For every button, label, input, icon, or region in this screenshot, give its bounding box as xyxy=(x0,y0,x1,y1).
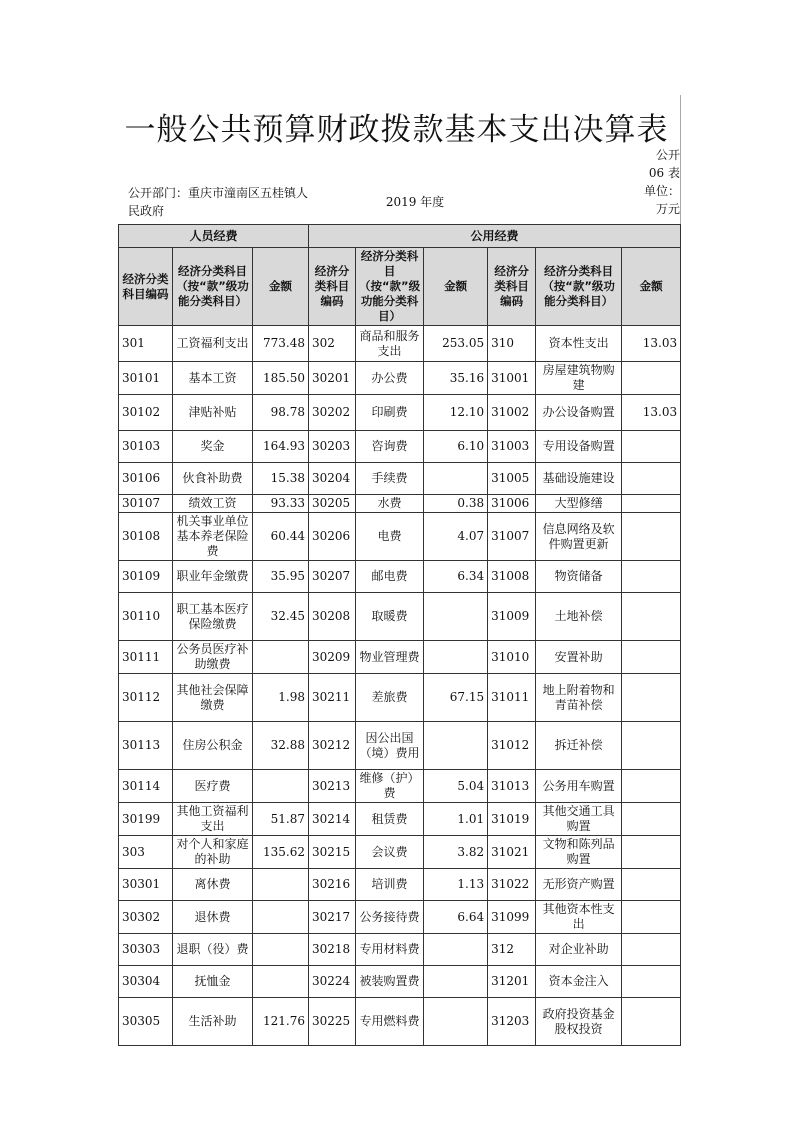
item-name: 差旅费 xyxy=(356,674,424,722)
item-amount xyxy=(622,770,681,803)
item-amount: 13.03 xyxy=(622,395,681,431)
table-row xyxy=(119,934,681,966)
item-amount: 32.88 xyxy=(253,722,309,770)
column-header-row xyxy=(119,248,681,326)
item-amount: 185.50 xyxy=(253,362,309,395)
item-name: 公务接待费 xyxy=(356,901,424,934)
item-amount xyxy=(622,674,681,722)
item-name: 工资福利支出 xyxy=(173,326,253,362)
item-name: 信息网络及软件购置更新 xyxy=(536,513,622,561)
item-code: 31022 xyxy=(488,869,536,901)
table-row xyxy=(119,495,681,513)
item-name: 拆迁补偿 xyxy=(536,722,622,770)
item-amount: 32.45 xyxy=(253,593,309,641)
item-code: 30212 xyxy=(309,722,356,770)
item-code: 30218 xyxy=(309,934,356,966)
item-amount xyxy=(424,463,488,495)
item-amount xyxy=(622,934,681,966)
item-amount: 1.01 xyxy=(424,803,488,836)
item-code: 30302 xyxy=(119,901,173,934)
item-amount: 67.15 xyxy=(424,674,488,722)
item-code: 30215 xyxy=(309,836,356,869)
item-name: 对企业补助 xyxy=(536,934,622,966)
item-amount: 164.93 xyxy=(253,431,309,463)
item-amount: 6.10 xyxy=(424,431,488,463)
item-name: 专用设备购置 xyxy=(536,431,622,463)
item-name: 房屋建筑物购建 xyxy=(536,362,622,395)
item-code: 30101 xyxy=(119,362,173,395)
item-name: 医疗费 xyxy=(173,770,253,803)
table-row xyxy=(119,561,681,593)
item-name: 取暖费 xyxy=(356,593,424,641)
item-code: 30112 xyxy=(119,674,173,722)
item-amount: 773.48 xyxy=(253,326,309,362)
item-amount xyxy=(622,362,681,395)
table-row xyxy=(119,362,681,395)
item-amount xyxy=(622,722,681,770)
item-amount: 5.04 xyxy=(424,770,488,803)
item-name: 职业年金缴费 xyxy=(173,561,253,593)
item-code: 31010 xyxy=(488,641,536,674)
item-code: 30207 xyxy=(309,561,356,593)
item-code: 31021 xyxy=(488,836,536,869)
item-name: 专用材料费 xyxy=(356,934,424,966)
item-code: 31099 xyxy=(488,901,536,934)
item-name: 离休费 xyxy=(173,869,253,901)
item-name: 生活补助 xyxy=(173,998,253,1046)
item-code: 30213 xyxy=(309,770,356,803)
item-amount xyxy=(424,593,488,641)
item-amount: 1.98 xyxy=(253,674,309,722)
item-code: 30203 xyxy=(309,431,356,463)
group-public: 公用经费 xyxy=(309,225,681,248)
item-name: 政府投资基金股权投资 xyxy=(536,998,622,1046)
item-name: 其他交通工具购置 xyxy=(536,803,622,836)
item-name: 邮电费 xyxy=(356,561,424,593)
item-code: 31203 xyxy=(488,998,536,1046)
item-code: 30113 xyxy=(119,722,173,770)
year-label: 2019 年度 xyxy=(385,195,445,209)
item-name: 公务员医疗补助缴费 xyxy=(173,641,253,674)
item-name: 会议费 xyxy=(356,836,424,869)
item-amount xyxy=(622,431,681,463)
item-name: 租赁费 xyxy=(356,803,424,836)
item-name: 基本工资 xyxy=(173,362,253,395)
item-name: 文物和陈列品购置 xyxy=(536,836,622,869)
item-name: 其他资本性支出 xyxy=(536,901,622,934)
item-code: 30109 xyxy=(119,561,173,593)
item-name: 无形资产购置 xyxy=(536,869,622,901)
item-code: 30305 xyxy=(119,998,173,1046)
item-code: 303 xyxy=(119,836,173,869)
item-code: 30106 xyxy=(119,463,173,495)
item-code: 30303 xyxy=(119,934,173,966)
item-amount xyxy=(424,722,488,770)
item-amount xyxy=(253,641,309,674)
item-code: 310 xyxy=(488,326,536,362)
expenditure-table xyxy=(118,224,681,1046)
table-row xyxy=(119,803,681,836)
item-amount: 0.38 xyxy=(424,495,488,513)
item-code: 30199 xyxy=(119,803,173,836)
item-amount: 4.07 xyxy=(424,513,488,561)
item-amount: 13.03 xyxy=(622,326,681,362)
item-amount: 121.76 xyxy=(253,998,309,1046)
item-code: 30103 xyxy=(119,431,173,463)
item-code: 30225 xyxy=(309,998,356,1046)
table-row xyxy=(119,513,681,561)
item-amount xyxy=(253,934,309,966)
item-code: 31011 xyxy=(488,674,536,722)
item-name: 办公设备购置 xyxy=(536,395,622,431)
item-code: 31002 xyxy=(488,395,536,431)
table-row xyxy=(119,836,681,869)
item-name: 公务用车购置 xyxy=(536,770,622,803)
item-code: 31019 xyxy=(488,803,536,836)
item-amount xyxy=(622,966,681,998)
item-amount xyxy=(622,998,681,1046)
header-name: 经济分类科目（按“款”级功能分类科目） xyxy=(536,248,622,326)
item-code: 30108 xyxy=(119,513,173,561)
table-row xyxy=(119,463,681,495)
item-code: 30209 xyxy=(309,641,356,674)
item-name: 大型修缮 xyxy=(536,495,622,513)
item-name: 印刷费 xyxy=(356,395,424,431)
department-label: 公开部门：重庆市潼南区五桂镇人民政府 xyxy=(128,186,309,218)
item-name: 商品和服务支出 xyxy=(356,326,424,362)
item-name: 资本性支出 xyxy=(536,326,622,362)
item-amount: 12.10 xyxy=(424,395,488,431)
item-code: 302 xyxy=(309,326,356,362)
item-name: 物业管理费 xyxy=(356,641,424,674)
item-code: 30301 xyxy=(119,869,173,901)
table-row xyxy=(119,869,681,901)
divider xyxy=(680,95,681,225)
item-name: 专用燃料费 xyxy=(356,998,424,1046)
item-name: 津贴补贴 xyxy=(173,395,253,431)
item-code: 30216 xyxy=(309,869,356,901)
table-row xyxy=(119,674,681,722)
item-name: 退职（役）费 xyxy=(173,934,253,966)
item-name: 电费 xyxy=(356,513,424,561)
item-name: 水费 xyxy=(356,495,424,513)
item-code: 31008 xyxy=(488,561,536,593)
item-code: 31003 xyxy=(488,431,536,463)
item-name: 办公费 xyxy=(356,362,424,395)
item-amount: 6.64 xyxy=(424,901,488,934)
item-amount xyxy=(622,513,681,561)
item-code: 30202 xyxy=(309,395,356,431)
item-amount xyxy=(253,901,309,934)
table-row xyxy=(119,326,681,362)
header-name: 经济分类科目（按“款”级功能分类科目） xyxy=(356,248,424,326)
item-name: 资本金注入 xyxy=(536,966,622,998)
table-row xyxy=(119,395,681,431)
item-code: 30114 xyxy=(119,770,173,803)
item-name: 安置补助 xyxy=(536,641,622,674)
table-row xyxy=(119,722,681,770)
item-amount xyxy=(424,934,488,966)
item-code: 30206 xyxy=(309,513,356,561)
item-code: 30205 xyxy=(309,495,356,513)
item-code: 31012 xyxy=(488,722,536,770)
item-name: 职工基本医疗保险缴费 xyxy=(173,593,253,641)
item-amount xyxy=(622,593,681,641)
item-name: 手续费 xyxy=(356,463,424,495)
item-amount: 3.82 xyxy=(424,836,488,869)
item-code: 30107 xyxy=(119,495,173,513)
item-amount xyxy=(253,869,309,901)
item-amount: 1.13 xyxy=(424,869,488,901)
item-amount xyxy=(622,803,681,836)
header-code: 经济分类科目编码 xyxy=(309,248,356,326)
header-amount: 金额 xyxy=(622,248,681,326)
item-code: 31005 xyxy=(488,463,536,495)
item-name: 住房公积金 xyxy=(173,722,253,770)
item-amount xyxy=(622,561,681,593)
item-code: 30110 xyxy=(119,593,173,641)
item-amount xyxy=(424,998,488,1046)
item-name: 退休费 xyxy=(173,901,253,934)
header-code: 经济分类科目编码 xyxy=(488,248,536,326)
item-code: 31007 xyxy=(488,513,536,561)
page-title: 一般公共预算财政拨款基本支出决算表 xyxy=(124,112,669,148)
item-name: 土地补偿 xyxy=(536,593,622,641)
table-row xyxy=(119,431,681,463)
item-amount: 98.78 xyxy=(253,395,309,431)
item-code: 31006 xyxy=(488,495,536,513)
item-code: 30214 xyxy=(309,803,356,836)
header-name: 经济分类科目（按“款”级功能分类科目） xyxy=(173,248,253,326)
item-name: 培训费 xyxy=(356,869,424,901)
item-code: 30111 xyxy=(119,641,173,674)
item-name: 机关事业单位基本养老保险费 xyxy=(173,513,253,561)
item-amount xyxy=(253,770,309,803)
header-code: 经济分类科目编码 xyxy=(119,248,173,326)
item-code: 30102 xyxy=(119,395,173,431)
item-code: 312 xyxy=(488,934,536,966)
item-amount: 35.95 xyxy=(253,561,309,593)
item-code: 30224 xyxy=(309,966,356,998)
table-row xyxy=(119,593,681,641)
item-code: 31001 xyxy=(488,362,536,395)
item-amount: 93.33 xyxy=(253,495,309,513)
item-code: 30211 xyxy=(309,674,356,722)
item-name: 绩效工资 xyxy=(173,495,253,513)
item-name: 奖金 xyxy=(173,431,253,463)
item-amount xyxy=(622,836,681,869)
item-name: 因公出国（境）费用 xyxy=(356,722,424,770)
table-row xyxy=(119,641,681,674)
item-name: 其他工资福利支出 xyxy=(173,803,253,836)
table-row xyxy=(119,901,681,934)
item-amount: 6.34 xyxy=(424,561,488,593)
item-name: 物资储备 xyxy=(536,561,622,593)
item-amount: 15.38 xyxy=(253,463,309,495)
group-header-row xyxy=(119,225,681,248)
table-row xyxy=(119,998,681,1046)
item-amount xyxy=(424,641,488,674)
item-code: 31009 xyxy=(488,593,536,641)
item-code: 31013 xyxy=(488,770,536,803)
item-name: 抚恤金 xyxy=(173,966,253,998)
item-code: 30217 xyxy=(309,901,356,934)
item-name: 对个人和家庭的补助 xyxy=(173,836,253,869)
header-amount: 金额 xyxy=(424,248,488,326)
item-name: 地上附着物和青苗补偿 xyxy=(536,674,622,722)
table-row xyxy=(119,770,681,803)
unit-label: 公开06 表 单位：万元 xyxy=(643,148,680,216)
item-amount xyxy=(622,901,681,934)
item-name: 维修（护）费 xyxy=(356,770,424,803)
item-amount xyxy=(253,966,309,998)
item-amount: 135.62 xyxy=(253,836,309,869)
item-name: 其他社会保障缴费 xyxy=(173,674,253,722)
item-name: 基础设施建设 xyxy=(536,463,622,495)
item-name: 被装购置费 xyxy=(356,966,424,998)
item-code: 30204 xyxy=(309,463,356,495)
item-amount: 35.16 xyxy=(424,362,488,395)
item-amount xyxy=(622,495,681,513)
item-amount xyxy=(622,869,681,901)
item-amount xyxy=(622,463,681,495)
item-code: 30304 xyxy=(119,966,173,998)
item-code: 30208 xyxy=(309,593,356,641)
item-amount: 60.44 xyxy=(253,513,309,561)
group-personnel: 人员经费 xyxy=(119,225,309,248)
item-code: 31201 xyxy=(488,966,536,998)
table-row xyxy=(119,966,681,998)
item-amount xyxy=(622,641,681,674)
item-name: 咨询费 xyxy=(356,431,424,463)
item-amount: 51.87 xyxy=(253,803,309,836)
item-code: 301 xyxy=(119,326,173,362)
header-amount: 金额 xyxy=(253,248,309,326)
item-amount: 253.05 xyxy=(424,326,488,362)
item-amount xyxy=(424,966,488,998)
item-code: 30201 xyxy=(309,362,356,395)
item-name: 伙食补助费 xyxy=(173,463,253,495)
